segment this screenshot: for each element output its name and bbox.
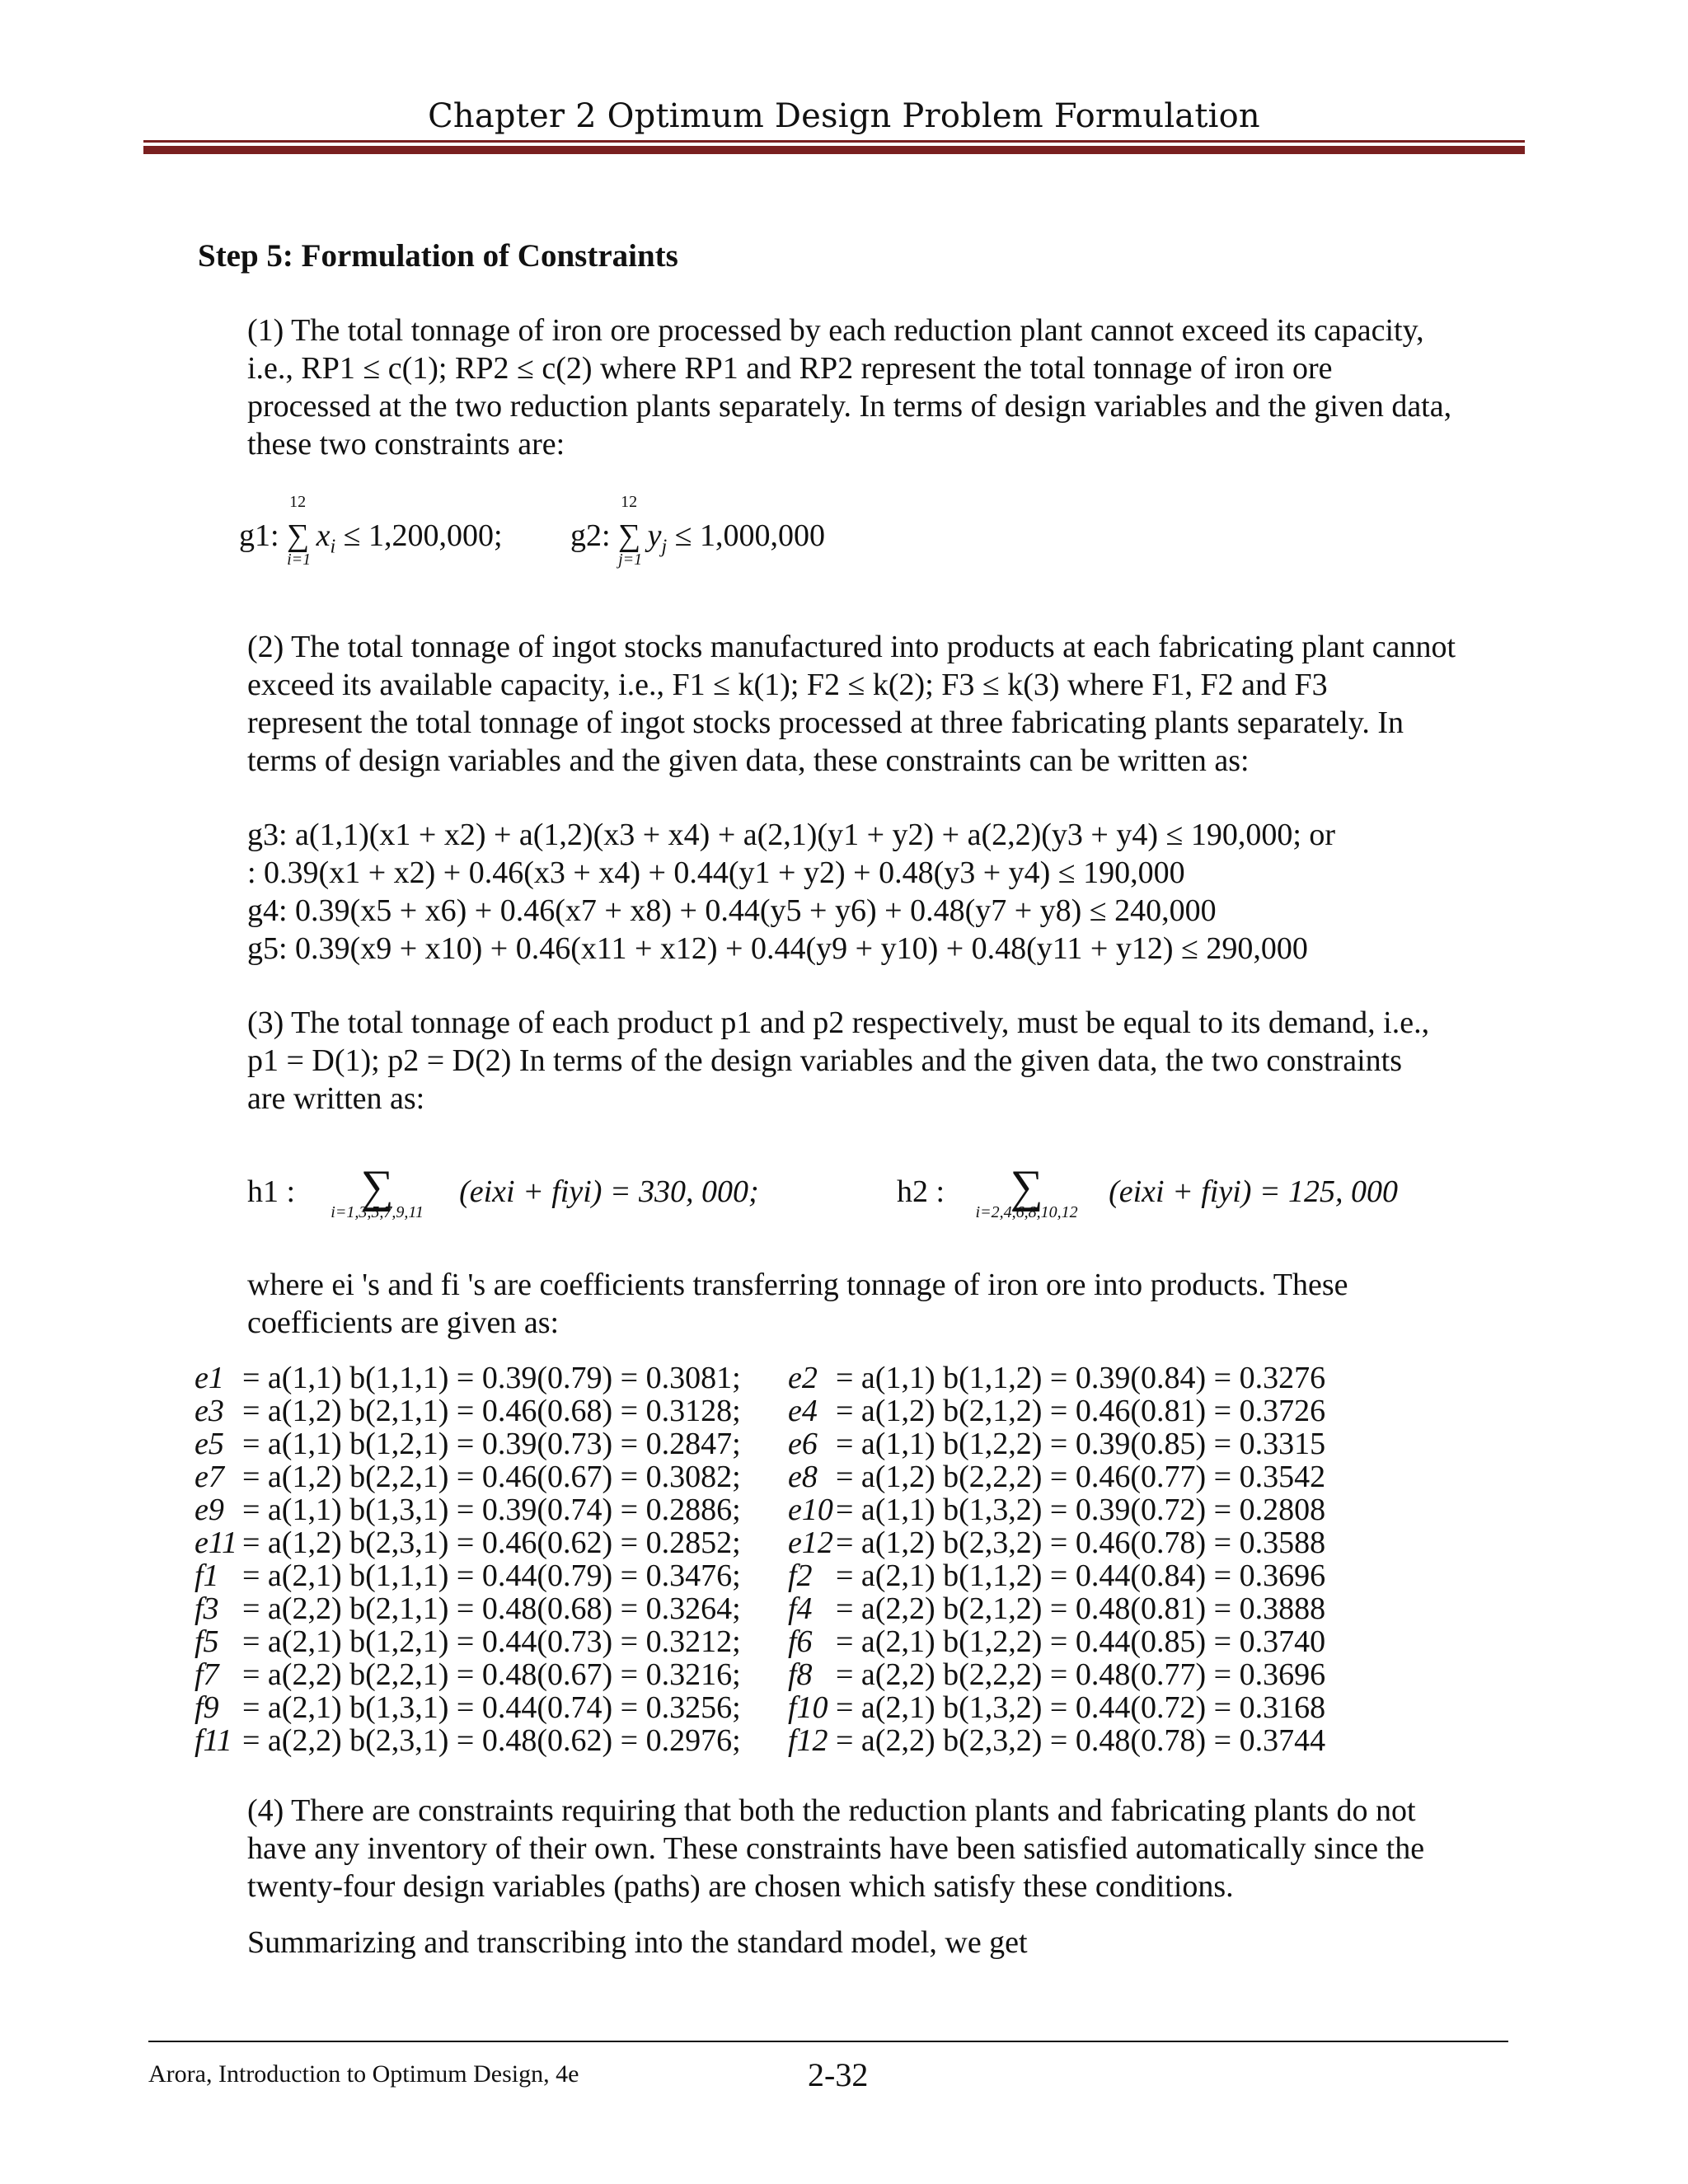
constraint-g3-numeric: : 0.39(x1 + x2) + 0.46(x3 + x4) + 0.44(y1 + y2) + 0.48(y3 + y4) ≤ 190,000 (247, 855, 1185, 890)
coefficient-expression: = a(1,2) b(2,2,1) = 0.46(0.67) = 0.3082; (242, 1460, 741, 1494)
g1-rhs: ≤ 1,200,000; (343, 518, 503, 553)
section1-paragraph (247, 312, 1451, 463)
header-rule-thin (143, 140, 1525, 143)
coefficient-entry (195, 1360, 741, 1396)
h2-label: h2 : (897, 1174, 945, 1209)
coefficient-name: f2 (788, 1558, 813, 1593)
section2-line: terms of design variables and the given data, these constraints can be written as: (247, 743, 1250, 778)
section2-line: represent the total tonnage of ingot stocks processed at three fabricating plants separately. In (247, 705, 1404, 740)
coefficient-entry (788, 1722, 1325, 1759)
coefficient-name: e9 (195, 1493, 224, 1527)
coefficient-name: e7 (195, 1460, 224, 1494)
sum-symbol: ∑ 12 i=1 (287, 493, 312, 569)
g1-label: g1: (239, 518, 279, 553)
coefficient-name: f8 (788, 1657, 813, 1692)
constraint-g3: g3: a(1,1)(x1 + x2) + a(1,2)(x3 + x4) + a(2,1)(y1 + y2) + a(2,2)(y3 + y4) ≤ 190,000; or (247, 818, 1336, 852)
constraint-g1 (239, 493, 503, 569)
constraint-h2 (897, 1160, 1399, 1221)
capacity-constraints (247, 816, 1335, 968)
section4-line: twenty-four design variables (paths) are chosen which satisfy these conditions. (247, 1869, 1234, 1904)
coefficient-name: e5 (195, 1427, 224, 1461)
footer-rule (148, 2041, 1508, 2042)
section1-line: processed at the two reduction plants separately. In terms of design variables and the given data, (247, 389, 1452, 424)
header-rule-thick (143, 146, 1525, 154)
coefficient-entry (195, 1722, 741, 1759)
sum-symbol: ∑ i=2,4,6,8,10,12 (953, 1160, 1101, 1213)
section2-paragraph (247, 628, 1456, 780)
h1-expression: (eixi + fiyi) = 330, 000; (459, 1174, 759, 1209)
section1-line: these two constraints are: (247, 427, 565, 462)
constraint-g2 (570, 493, 825, 569)
coefficient-entry (788, 1591, 1325, 1627)
section4-paragraph (247, 1792, 1424, 1905)
coefficient-name: e4 (788, 1394, 818, 1428)
coefficient-entry (788, 1690, 1325, 1726)
where-line: coefficients are given as: (247, 1305, 560, 1340)
constraint-g4: g4: 0.39(x5 + x6) + 0.46(x7 + x8) + 0.44(y5 + y6) + 0.48(y7 + y8) ≤ 240,000 (247, 893, 1217, 928)
coefficient-expression: = a(2,2) b(2,3,2) = 0.48(0.78) = 0.3744 (836, 1723, 1326, 1758)
where-paragraph (247, 1266, 1348, 1342)
coefficient-expression: = a(1,1) b(1,2,2) = 0.39(0.85) = 0.3315 (836, 1427, 1326, 1461)
coefficient-name: e1 (195, 1361, 224, 1395)
coefficient-expression: = a(1,1) b(1,3,1) = 0.39(0.74) = 0.2886; (242, 1493, 741, 1527)
sum-upper-limit: 12 (289, 493, 307, 511)
coefficient-expression: = a(2,2) b(2,2,1) = 0.48(0.67) = 0.3216; (242, 1657, 741, 1692)
coefficient-expression: = a(1,1) b(1,3,2) = 0.39(0.72) = 0.2808 (836, 1493, 1326, 1527)
h2-expression: (eixi + fiyi) = 125, 000 (1109, 1174, 1399, 1209)
section4-line: (4) There are constraints requiring that both the reduction plants and fabricating plants do not (247, 1793, 1416, 1828)
coefficient-expression: = a(2,1) b(1,1,1) = 0.44(0.79) = 0.3476; (242, 1558, 741, 1593)
coefficient-name: f7 (195, 1657, 219, 1692)
coefficient-expression: = a(2,2) b(2,2,2) = 0.48(0.77) = 0.3696 (836, 1657, 1326, 1692)
coefficient-name: e6 (788, 1427, 818, 1461)
coefficient-name: f6 (788, 1624, 813, 1659)
coefficient-name: e11 (195, 1526, 238, 1560)
sum-lower-limit: i=1,3,5,7,9,11 (331, 1203, 424, 1221)
section2-line: exceed its available capacity, i.e., F1 ≤ k(1); F2 ≤ k(2); F3 ≤ k(3) where F1, F2 and F3 (247, 668, 1328, 702)
coefficient-expression: = a(1,1) b(1,2,1) = 0.39(0.73) = 0.2847; (242, 1427, 741, 1461)
summary-line: Summarizing and transcribing into the standard model, we get (247, 1925, 1028, 1960)
sum-upper-limit: 12 (621, 493, 638, 511)
g1-term: x (316, 518, 331, 553)
sum-symbol: ∑ 12 j=1 (618, 493, 643, 569)
g2-term-sub: j (661, 536, 668, 558)
section3-paragraph (247, 1004, 1429, 1118)
page-number: 2-32 (808, 2056, 869, 2093)
coefficient-entry (788, 1426, 1325, 1462)
sum-symbol: ∑ i=1,3,5,7,9,11 (303, 1160, 452, 1213)
coefficient-expression: = a(1,2) b(2,3,1) = 0.46(0.62) = 0.2852; (242, 1526, 741, 1560)
coefficient-name: f3 (195, 1591, 219, 1626)
constraint-h1 (247, 1160, 759, 1221)
g2-term: y (647, 518, 662, 553)
coefficient-expression: = a(2,2) b(2,1,2) = 0.48(0.81) = 0.3888 (836, 1591, 1326, 1626)
coefficient-name: f5 (195, 1624, 219, 1659)
coefficient-entry (195, 1690, 741, 1726)
coefficient-entry (195, 1657, 741, 1693)
coefficient-expression: = a(1,2) b(2,2,2) = 0.46(0.77) = 0.3542 (836, 1460, 1326, 1494)
section4-line: have any inventory of their own. These constraints have been satisfied automatically since the (247, 1831, 1425, 1866)
section3-line: are written as: (247, 1081, 425, 1116)
coefficient-expression: = a(2,1) b(1,1,2) = 0.44(0.84) = 0.3696 (836, 1558, 1326, 1593)
section1-line: i.e., RP1 ≤ c(1); RP2 ≤ c(2) where RP1 and RP2 represent the total tonnage of iron ore (247, 351, 1333, 386)
constraint-g5: g5: 0.39(x9 + x10) + 0.46(x11 + x12) + 0.44(y9 + y10) + 0.48(y11 + y12) ≤ 290,000 (247, 931, 1308, 966)
coefficient-expression: = a(2,2) b(2,1,1) = 0.48(0.68) = 0.3264; (242, 1591, 741, 1626)
g2-label: g2: (570, 518, 611, 553)
coefficient-entry (195, 1426, 741, 1462)
sum-lower-limit: j=1 (618, 551, 643, 569)
coefficient-expression: = a(1,1) b(1,1,1) = 0.39(0.79) = 0.3081; (242, 1361, 741, 1395)
section1-line: (1) The total tonnage of iron ore processed by each reduction plant cannot exceed its capacity, (247, 313, 1424, 348)
coefficient-name: f10 (788, 1690, 828, 1725)
coefficient-name: f1 (195, 1558, 219, 1593)
coefficient-entry (195, 1624, 741, 1660)
coefficient-entry (195, 1492, 741, 1528)
coefficient-name: e2 (788, 1361, 818, 1395)
coefficient-entry (195, 1591, 741, 1627)
coefficient-expression: = a(2,1) b(1,2,2) = 0.44(0.85) = 0.3740 (836, 1624, 1326, 1659)
coefficient-entry (195, 1558, 741, 1594)
coefficient-entry (195, 1393, 741, 1429)
coefficient-entry (788, 1492, 1325, 1528)
coefficient-expression: = a(1,2) b(2,1,2) = 0.46(0.81) = 0.3726 (836, 1394, 1326, 1428)
coefficient-expression: = a(1,1) b(1,1,2) = 0.39(0.84) = 0.3276 (836, 1361, 1326, 1395)
coefficient-expression: = a(1,2) b(2,3,2) = 0.46(0.78) = 0.3588 (836, 1526, 1326, 1560)
sum-lower-limit: i=1 (287, 551, 312, 569)
coefficient-expression: = a(2,1) b(1,2,1) = 0.44(0.73) = 0.3212; (242, 1624, 741, 1659)
coefficient-expression: = a(1,2) b(2,1,1) = 0.46(0.68) = 0.3128; (242, 1394, 741, 1428)
coefficient-entry (195, 1525, 741, 1561)
coefficient-name: e12 (788, 1526, 833, 1560)
coefficient-name: f9 (195, 1690, 219, 1725)
g2-rhs: ≤ 1,000,000 (674, 518, 825, 553)
chapter-title: Chapter 2 Optimum Design Problem Formulation (428, 97, 1260, 135)
coefficient-name: f4 (788, 1591, 813, 1626)
coefficient-expression: = a(2,2) b(2,3,1) = 0.48(0.62) = 0.2976; (242, 1723, 741, 1758)
coefficient-name: f11 (195, 1723, 232, 1758)
g1-term-sub: i (330, 536, 336, 558)
coefficient-entry (788, 1459, 1325, 1495)
coefficient-entry (788, 1525, 1325, 1561)
h1-label: h1 : (247, 1174, 296, 1209)
coefficient-entry (788, 1393, 1325, 1429)
coefficient-name: e8 (788, 1460, 818, 1494)
coefficient-entry (788, 1360, 1325, 1396)
section3-line: p1 = D(1); p2 = D(2) In terms of the design variables and the given data, the two constraints (247, 1043, 1403, 1078)
coefficient-name: e10 (788, 1493, 833, 1527)
coefficient-entry (788, 1558, 1325, 1594)
coefficient-entry (195, 1459, 741, 1495)
section2-line: (2) The total tonnage of ingot stocks manufactured into products at each fabricating plant cannot (247, 630, 1456, 664)
coefficient-expression: = a(2,1) b(1,3,1) = 0.44(0.74) = 0.3256; (242, 1690, 741, 1725)
where-line: where ei 's and fi 's are coefficients transferring tonnage of iron ore into products. These (247, 1268, 1348, 1302)
summary-paragraph (247, 1924, 1028, 1961)
section3-line: (3) The total tonnage of each product p1 and p2 respectively, must be equal to its demand, i.e., (247, 1005, 1430, 1040)
coefficient-name: f12 (788, 1723, 828, 1758)
coefficient-expression: = a(2,1) b(1,3,2) = 0.44(0.72) = 0.3168 (836, 1690, 1326, 1725)
sum-lower-limit: i=2,4,6,8,10,12 (975, 1203, 1078, 1221)
coefficient-entry (788, 1657, 1325, 1693)
footer-book-title: Arora, Introduction to Optimum Design, 4e (148, 2060, 579, 2088)
coefficient-entry (788, 1624, 1325, 1660)
coefficient-name: e3 (195, 1394, 224, 1428)
step-title: Step 5: Formulation of Constraints (198, 238, 678, 274)
